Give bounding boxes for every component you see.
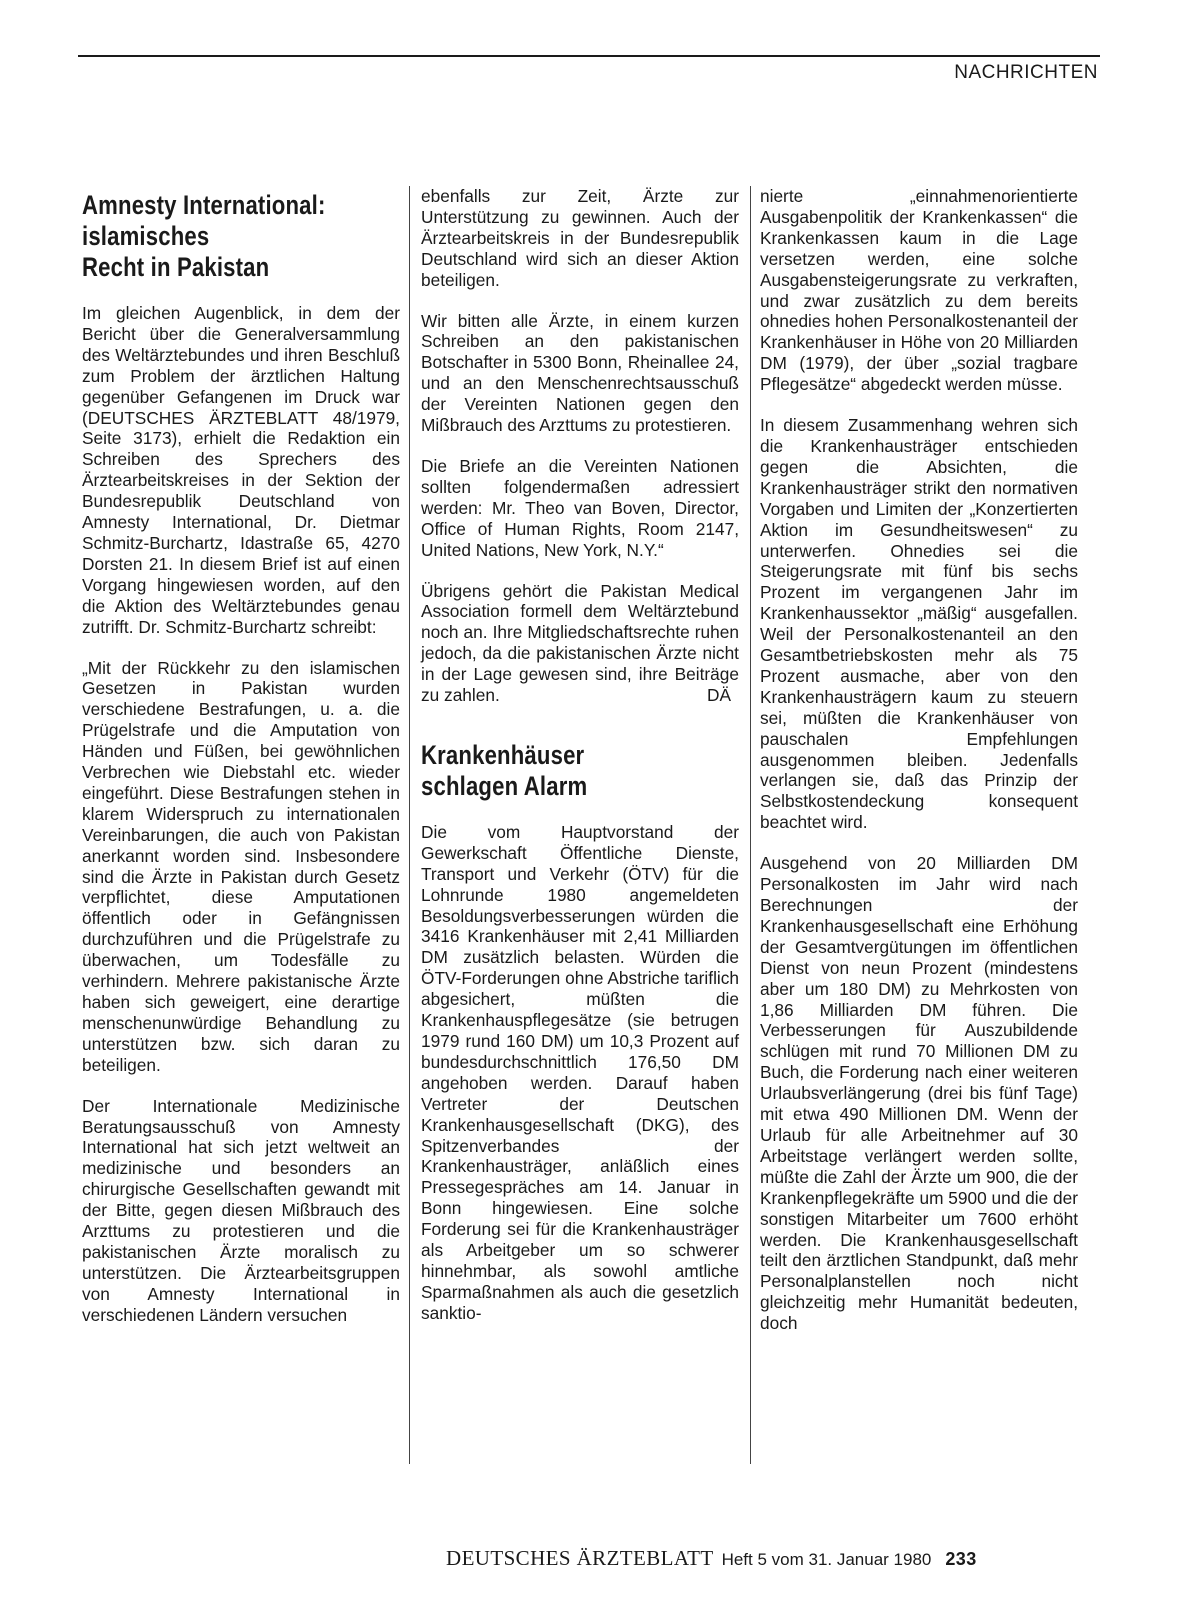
- article-1-headline: [82, 190, 400, 283]
- column-divider: [409, 186, 410, 1464]
- column-divider: [750, 186, 751, 1464]
- article-2-paragraph: In diesem Zusammenhang wehren sich die Krankenhausträger entschieden gegen die Absichten, die Krankenhausträger strikt den normativen Vorgaben und Limiten der „Konzertierten Aktion im Gesundheitswesen“ zu unterwerfen. Ohnedies sei die Steigerungsrate mit fünf bis sechs Prozent im vergangenen Jahr im Krankenhaussektor „mäßig“ ausgefallen. Weil der Personalkostenanteil an den Gesamtbetriebskosten mehr als 75 Prozent ausmache, aber von den Krankenhausträgern kaum zu steuern sei, müßten die Krankenhäuser von pauschalen Empfehlungen ausgenommen bleiben. Jedenfalls verlangen sie, daß das Prinzip der Selbstkostendeckung konsequent beachtet wird.: [760, 415, 1078, 833]
- closing-text: Übrigens gehört die Pakistan Medical Association formell dem Weltärztebund noch an. Ihre Mitgliedschaftsrechte ruhen jedoch, da die pakistanischen Ärzte nicht in der Lage gewesen sind, ihre Beiträge zu zahlen.: [421, 580, 739, 706]
- article-1-paragraph: Die Briefe an die Vereinten Nationen sollten folgendermaßen adressiert werden: Mr. Theo van Boven, Director, Office of Human Rights, Room 2147, United Nations, New York, N.Y.“: [421, 455, 739, 560]
- section-label: NACHRICHTEN: [954, 62, 1098, 83]
- article-2-paragraph: Die vom Hauptvorstand der Gewerkschaft Öffentliche Dienste, Transport und Verkehr (ÖTV) für die Lohnrunde 1980 angemeldeten Besoldungsverbesserungen würden die 3416 Krankenhäuser mit 2,41 Milliarden DM zusätzlich belasten. Würden die ÖTV-Forderungen ohne Abstriche tariflich abgesichert, müßten die Krankenhauspflegesätze (sie betrugen 1979 rund 160 DM) um 10,3 Prozent auf bundesdurchschnittlich 176,50 DM angehoben werden. Darauf haben Vertreter der Deutschen Krankenhausgesellschaft (DKG), des Spitzenverbandes der Krankenhausträger, anläßlich eines Pressegespräches am 14. Januar in Bonn hingewiesen. Eine solche Forderung sei für die Krankenhausträger als Arbeitgeber um so schwerer hinnehmbar, als sowohl amtliche Sparmaßnahmen als auch die gesetzlich sanktio-: [421, 821, 739, 1323]
- article-1-closing-paragraph: [421, 581, 739, 706]
- column-2: [421, 186, 739, 1324]
- journal-name: DEUTSCHES ÄRZTEBLATT: [446, 1546, 714, 1570]
- article-1-paragraph: Wir bitten alle Ärzte, in einem kurzen Schreiben an den pakistanischen Botschafter in 5300 Bonn, Rheinallee 24, und an den Menschenrechtsausschuß der Vereinten Nationen gegen den Mißbrauch des Arzttums zu protestieren.: [421, 310, 739, 436]
- article-2-headline: [421, 740, 739, 802]
- article-1-paragraph-continuation: ebenfalls zur Zeit, Ärzte zur Unterstützung zu gewinnen. Auch der Ärztearbeitskreis in der Bundesrepublik Deutschland wird sich an dieser Aktion beteiligen.: [421, 186, 739, 290]
- article-1-quote-paragraph: „Mit der Rückkehr zu den islamischen Gesetzen in Pakistan wurden verschiedene Bestrafungen, u. a. die Prügelstrafe und die Amputation von Händen und Füßen, bei gewöhnlichen Verbrechen wie Diebstahl etc. wieder eingeführt. Diese Bestrafungen stehen in klarem Widerspruch zu internationalen Vereinbarungen, die auch von Pakistan anerkannt worden sind. Insbesondere sind die Ärzte in Pakistan durch Gesetz verpflichtet, diese Amputationen öffentlich oder in Gefängnissen durchzuführen und die Prügelstrafe zu überwachen, um Todesfälle zu verhindern. Mehrere pakistanische Ärzte haben sich geweigert, eine derartige menschenunwürdige Behandlung zu unterstützen bzw. sich daran zu beteiligen.: [82, 657, 400, 1075]
- headline-line: Recht in Pakistan: [82, 252, 270, 282]
- headline-line: Krankenhäuser: [421, 739, 585, 770]
- column-3: [760, 186, 1078, 1334]
- author-signoff: DÄ: [706, 685, 731, 706]
- article-2-paragraph: Ausgehend von 20 Milliarden DM Personalkosten im Jahr wird nach Berechnungen der Krankenhausgesellschaft eine Erhöhung der Gesamtvergütungen im öffentlichen Dienst von neun Prozent (mindestens aber um 180 DM) zu Mehrkosten von 1,86 Milliarden DM führen. Die Verbesserungen für Auszubildende schlügen mit rund 70 Millionen DM zu Buch, die Forderung nach einer weiteren Urlaubsverlängerung (drei bis fünf Tage) mit etwa 490 Millionen DM. Wenn der Urlaub für alle Arbeitnehmer auf 30 Arbeitstage verlängert werden sollte, müßte die Zahl der Ärzte um 900, die der Krankenpflegekräfte um 5900 und die der sonstigen Mitarbeiter um 7600 erhöht werden. Die Krankenhausgesellschaft teilt den ärztlichen Standpunkt, daß mehr Personalplanstellen noch nicht gleichzeitig mehr Humanität bedeuten, doch: [760, 853, 1078, 1334]
- issue-info: Heft 5 vom 31. Januar 1980: [721, 1550, 932, 1569]
- header-rule: [78, 55, 1100, 57]
- page-number: 233: [945, 1549, 977, 1569]
- article-1-paragraph: Im gleichen Augenblick, in dem der Bericht über die Generalversammlung des Weltärztebundes und ihren Beschluß zum Problem der ärztlichen Haltung gegenüber Gefangenen im Druck war (DEUTSCHES ÄRZTEBLATT 48/1979, Seite 3173), erhielt die Redaktion ein Schreiben des Sprechers des Ärztearbeitskreises in der Sektion der Bundesrepublik Deutschland von Amnesty International, Dr. Dietmar Schmitz-Burchartz, Idastraße 65, 4270 Dorsten 21. In diesem Brief ist auf einen Vorgang hingewiesen worden, auf den die Aktion des Weltärztebundes genau zutrifft. Dr. Schmitz-Burchartz schreibt:: [82, 303, 400, 637]
- article-2-paragraph-continuation: nierte „einnahmenorientierte Ausgabenpolitik der Krankenkassen“ die Krankenkassen kaum in die Lage versetzen werden, eine solche Ausgabensteigerungsrate zu verkraften, und zwar zusätzlich zu dem bereits ohnedies hohen Personalkostenanteil der Krankenhäuser in Höhe von 20 Milliarden DM (1979), der über „sozial tragbare Pflegesätze“ abgedeckt werden müsse.: [760, 186, 1079, 395]
- headline-line: schlagen Alarm: [421, 770, 588, 801]
- column-1: [82, 190, 400, 1326]
- headline-line: Amnesty International:: [82, 190, 326, 220]
- article-1-paragraph-continued: Der Internationale Medizinische Beratungsausschuß von Amnesty International hat sich jetzt weltweit an medizinische und besonders an chirurgische Gesellschaften gewandt mit der Bitte, gegen diesen Mißbrauch des Arzttums zu protestieren und die pakistanischen Ärzte moralisch zu unterstützen. Die Ärztearbeitsgruppen von Amnesty International in verschiedenen Ländern versuchen: [82, 1095, 400, 1325]
- headline-line: islamisches: [82, 221, 210, 251]
- page-footer: [446, 1546, 977, 1571]
